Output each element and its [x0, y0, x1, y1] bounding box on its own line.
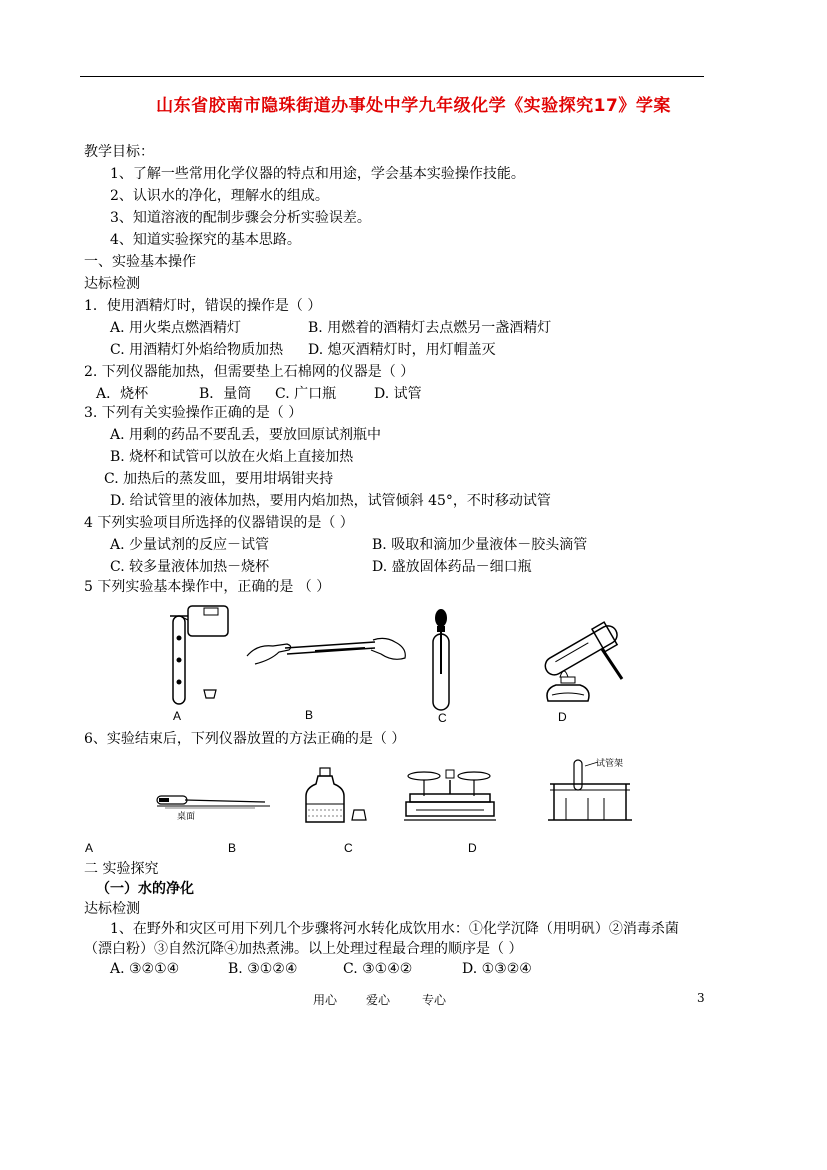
q6-rack-label: 试管架	[596, 759, 624, 769]
q6-figure-d	[540, 754, 640, 826]
q5-label-b: B	[305, 708, 314, 722]
section2-check-heading: 达标检测	[84, 901, 140, 917]
q1-option-b: B. 用燃着的酒精灯去点燃另一盏酒精灯	[308, 320, 552, 336]
q6-stem: 6、实验结束后，下列仪器放置的方法正确的是（ ）	[84, 731, 406, 747]
q5-figure-b	[245, 630, 410, 675]
goal-item: 3、知道溶液的配制步骤会分析实验误差。	[110, 210, 371, 226]
s2-q1-option-d: D. ①③②④	[462, 961, 532, 977]
q3-option-b: B. 烧杯和试管可以放在火焰上直接加热	[110, 449, 354, 465]
section2-heading: 二 实验探究	[84, 861, 159, 877]
q1-option-a: A. 用火柴点燃酒精灯	[110, 320, 242, 336]
goal-item: 2、认识水的净化，理解水的组成。	[110, 188, 329, 204]
q6-label-c: C	[344, 841, 353, 855]
q2-option-c: C. 广口瓶	[275, 386, 337, 402]
q2-option-b: B．量筒	[199, 386, 252, 402]
q3-option-a: A. 用剩的药品不要乱丢，要放回原试剂瓶中	[110, 427, 382, 443]
q5-figure-c	[426, 604, 456, 714]
q5-label-c: C	[438, 711, 447, 725]
q6-figure-c	[402, 766, 498, 828]
section1-subheading: 达标检测	[84, 276, 140, 292]
page-number: 3	[697, 991, 705, 1005]
q5-figure-a	[160, 602, 235, 712]
q5-label-d: D	[558, 710, 567, 724]
footer-text-3: 专心	[422, 993, 447, 1007]
q3-option-d: D. 给试管里的液体加热，要用内焰加热，试管倾斜 45°，不时移动试管	[110, 493, 551, 509]
q6-figure-b	[300, 766, 380, 826]
s2-q1-line1: 1、在野外和灾区可用下列几个步骤将河水转化成饮用水：①化学沉降（用明矾）②消毒杀菌	[110, 921, 679, 937]
document-title: 山东省胶南市隐珠街道办事处中学九年级化学《实验探究17》学案	[156, 96, 671, 116]
q3-option-c: C. 加热后的蒸发皿，要用坩埚钳夹持	[104, 471, 334, 487]
goal-item: 1、了解一些常用化学仪器的特点和用途，学会基本实验操作技能。	[110, 166, 525, 182]
q2-option-a: A．烧杯	[96, 386, 149, 402]
s2-q1-option-a: A. ③②①④	[110, 961, 180, 977]
section1-heading: 一、实验基本操作	[84, 254, 196, 270]
q2-stem: 2. 下列仪器能加热，但需要垫上石棉网的仪器是（ ）	[84, 364, 415, 380]
q5-label-a: A	[173, 709, 182, 723]
s2-q1-line2: （漂白粉）③自然沉降④加热煮沸。以上处理过程最合理的顺序是（ ）	[84, 941, 523, 957]
q2-option-d: D. 试管	[374, 386, 422, 402]
q5-figure-d	[530, 607, 640, 707]
q4-stem: 4 下列实验项目所选择的仪器错误的是（ ）	[84, 515, 354, 531]
footer-text-1: 用心	[313, 993, 338, 1007]
q6-table-label: 桌面	[177, 812, 196, 822]
q5-stem: 5 下列实验基本操作中，正确的是 （ ）	[84, 579, 331, 595]
q4-option-d: D. 盛放固体药品－细口瓶	[372, 559, 532, 575]
q6-label-d: D	[468, 841, 477, 855]
q4-option-b: B. 吸取和滴加少量液体－胶头滴管	[372, 537, 588, 553]
q6-label-b: B	[228, 841, 237, 855]
header-rule	[80, 76, 704, 77]
q1-stem: 1．使用酒精灯时，错误的操作是（ ）	[84, 298, 322, 314]
s2-q1-option-b: B. ③①②④	[228, 961, 298, 977]
q3-stem: 3. 下列有关实验操作正确的是（ ）	[84, 405, 303, 421]
q6-figure-a	[155, 790, 275, 822]
q1-option-d: D. 熄灭酒精灯时，用灯帽盖灭	[308, 342, 496, 358]
q1-option-c: C. 用酒精灯外焰给物质加热	[110, 342, 284, 358]
q4-option-c: C. 较多量液体加热－烧杯	[110, 559, 270, 575]
q6-label-a: A	[85, 841, 94, 855]
goal-item: 4、知道实验探究的基本思路。	[110, 232, 301, 248]
s2-q1-option-c: C. ③①④②	[343, 961, 413, 977]
section2-subheading: （一）水的净化	[96, 881, 194, 897]
goals-heading: 教学目标：	[84, 144, 154, 160]
q4-option-a: A. 少量试剂的反应－试管	[110, 537, 270, 553]
footer-text-2: 爱心	[366, 993, 391, 1007]
